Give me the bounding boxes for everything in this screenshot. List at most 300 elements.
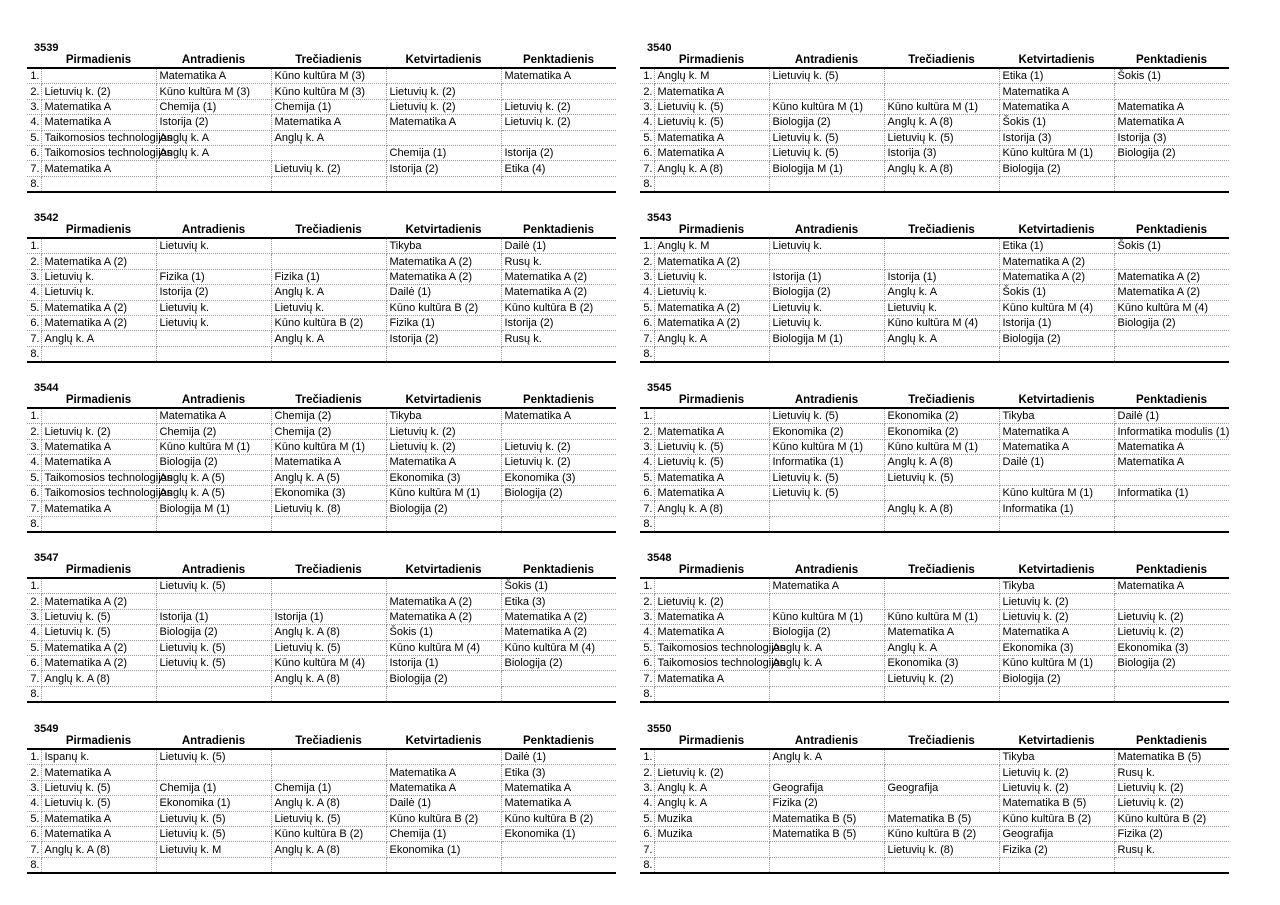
lesson-cell: Informatika modulis (1) xyxy=(1114,424,1229,439)
lesson-cell: Tikyba xyxy=(386,408,501,424)
lesson-number: 1. xyxy=(640,68,654,84)
lesson-cell: Ispanų k. xyxy=(41,749,156,765)
lesson-cell: Ekonomika (1) xyxy=(501,826,616,841)
table-row xyxy=(640,84,1229,99)
lesson-number: 8. xyxy=(27,686,41,702)
lesson-cell xyxy=(884,84,999,99)
lesson-number: 8. xyxy=(640,176,654,192)
lesson-cell: Kūno kultūra M (3) xyxy=(156,84,271,99)
lesson-cell: Matematika A xyxy=(501,780,616,795)
day-header: Pirmadienis xyxy=(41,53,156,68)
lesson-cell: Matematika A xyxy=(654,424,769,439)
lesson-cell: Matematika A (2) xyxy=(1114,269,1229,284)
lesson-cell: Anglų k. M xyxy=(654,68,769,84)
lesson-cell: Anglų k. A (8) xyxy=(654,501,769,516)
schedule-table xyxy=(640,734,1229,874)
lesson-number: 6. xyxy=(27,826,41,841)
lesson-cell: Fizika (1) xyxy=(271,269,386,284)
lesson-cell: Kūno kultūra B (2) xyxy=(1114,811,1229,826)
lesson-cell: Biologija (2) xyxy=(999,161,1114,176)
lesson-cell: Lietuvių k. xyxy=(156,300,271,315)
lesson-cell: Istorija (1) xyxy=(999,315,1114,330)
lesson-cell xyxy=(1114,686,1229,702)
table-row xyxy=(27,315,616,330)
lesson-number: 4. xyxy=(640,796,654,811)
lesson-cell: Anglų k. A xyxy=(654,780,769,795)
lesson-number: 6. xyxy=(27,485,41,500)
lesson-number: 7. xyxy=(27,161,41,176)
lesson-cell: Tikyba xyxy=(386,238,501,254)
lesson-cell: Lietuvių k. xyxy=(769,315,884,330)
lesson-cell: Anglų k. A xyxy=(41,331,156,346)
lesson-cell: Tikyba xyxy=(999,578,1114,594)
lesson-number: 5. xyxy=(27,811,41,826)
lesson-cell xyxy=(501,671,616,686)
lesson-cell: Chemija (2) xyxy=(156,424,271,439)
table-row xyxy=(640,609,1229,624)
lesson-cell xyxy=(501,842,616,857)
day-header: Trečiadienis xyxy=(271,563,386,578)
lesson-number: 4. xyxy=(27,455,41,470)
lesson-cell: Rusų k. xyxy=(501,254,616,269)
lesson-cell xyxy=(769,84,884,99)
lesson-cell: Kūno kultūra M (1) xyxy=(769,609,884,624)
lesson-cell: Lietuvių k. xyxy=(769,238,884,254)
table-row xyxy=(27,655,616,670)
lesson-cell: Matematika A xyxy=(654,485,769,500)
table-row xyxy=(27,84,616,99)
lesson-cell: Kūno kultūra M (1) xyxy=(884,609,999,624)
lesson-cell xyxy=(769,765,884,780)
table-row xyxy=(27,176,616,192)
lesson-cell: Matematika A xyxy=(386,455,501,470)
lesson-cell: Matematika A xyxy=(999,625,1114,640)
lesson-number-header xyxy=(27,393,41,408)
lesson-cell: Lietuvių k. (2) xyxy=(654,765,769,780)
lesson-cell xyxy=(271,578,386,594)
lesson-number: 4. xyxy=(27,796,41,811)
table-row xyxy=(640,269,1229,284)
table-row xyxy=(640,254,1229,269)
lesson-cell: Dailė (1) xyxy=(501,238,616,254)
lesson-cell: Lietuvių k. (2) xyxy=(386,424,501,439)
lesson-number: 5. xyxy=(640,640,654,655)
lesson-cell: Geografija xyxy=(884,780,999,795)
lesson-cell: Matematika A xyxy=(501,796,616,811)
table-row xyxy=(27,594,616,609)
lesson-cell: Anglų k. A xyxy=(654,796,769,811)
schedule-table xyxy=(640,393,1229,533)
lesson-cell xyxy=(884,485,999,500)
lesson-cell xyxy=(1114,84,1229,99)
lesson-number: 6. xyxy=(640,485,654,500)
lesson-cell: Etika (3) xyxy=(501,765,616,780)
lesson-cell xyxy=(41,408,156,424)
day-header: Penktadienis xyxy=(1114,734,1229,749)
lesson-cell: Tikyba xyxy=(999,749,1114,765)
lesson-number: 1. xyxy=(640,749,654,765)
table-row xyxy=(640,686,1229,702)
lesson-number: 2. xyxy=(640,424,654,439)
lesson-cell: Lietuvių k. (2) xyxy=(501,115,616,130)
day-header: Penktadienis xyxy=(1114,53,1229,68)
lesson-cell xyxy=(271,749,386,765)
lesson-cell: Ekonomika (3) xyxy=(386,470,501,485)
lesson-cell: Kūno kultūra B (2) xyxy=(386,300,501,315)
day-header: Ketvirtadienis xyxy=(999,393,1114,408)
lesson-cell xyxy=(1114,161,1229,176)
day-header: Penktadienis xyxy=(1114,563,1229,578)
schedule-table xyxy=(640,53,1229,193)
lesson-cell: Fizika (2) xyxy=(1114,826,1229,841)
lesson-cell xyxy=(271,346,386,362)
lesson-cell: Matematika A (2) xyxy=(501,285,616,300)
lesson-number: 3. xyxy=(640,269,654,284)
lesson-cell: Lietuvių k. xyxy=(271,300,386,315)
lesson-cell xyxy=(654,578,769,594)
lesson-cell: Matematika A (2) xyxy=(41,594,156,609)
lesson-cell: Dailė (1) xyxy=(386,285,501,300)
lesson-cell xyxy=(386,130,501,145)
table-row xyxy=(640,439,1229,454)
lesson-number: 1. xyxy=(640,578,654,594)
lesson-cell: Lietuvių k. (2) xyxy=(501,99,616,114)
lesson-number: 1. xyxy=(27,578,41,594)
lesson-cell: Anglų k. A xyxy=(884,331,999,346)
lesson-cell xyxy=(501,130,616,145)
schedule-table xyxy=(27,734,616,874)
lesson-number: 6. xyxy=(640,826,654,841)
lesson-cell xyxy=(769,686,884,702)
class-timetable xyxy=(640,382,1230,533)
day-header: Trečiadienis xyxy=(271,393,386,408)
lesson-cell: Dailė (1) xyxy=(501,749,616,765)
lesson-cell xyxy=(156,857,271,873)
lesson-number: 2. xyxy=(27,254,41,269)
lesson-cell: Matematika A xyxy=(1114,99,1229,114)
lesson-cell: Chemija (1) xyxy=(156,780,271,795)
lesson-cell: Biologija (2) xyxy=(769,285,884,300)
lesson-cell xyxy=(386,578,501,594)
day-header: Pirmadienis xyxy=(41,563,156,578)
day-header: Trečiadienis xyxy=(271,734,386,749)
lesson-cell: Lietuvių k. (5) xyxy=(769,145,884,160)
table-row xyxy=(27,408,616,424)
lesson-cell: Kūno kultūra M (1) xyxy=(156,439,271,454)
lesson-cell: Taikomosios technologijos xyxy=(41,485,156,500)
lesson-cell: Matematika A (2) xyxy=(999,269,1114,284)
class-timetable xyxy=(640,42,1220,193)
lesson-number: 3. xyxy=(27,99,41,114)
lesson-cell: Kūno kultūra B (2) xyxy=(501,300,616,315)
lesson-number: 3. xyxy=(27,269,41,284)
lesson-cell: Anglų k. A xyxy=(884,640,999,655)
lesson-cell: Matematika B (5) xyxy=(1114,749,1229,765)
day-header: Antradienis xyxy=(769,734,884,749)
lesson-cell: Anglų k. A xyxy=(884,285,999,300)
table-row xyxy=(27,501,616,516)
lesson-cell: Matematika A xyxy=(271,455,386,470)
lesson-cell xyxy=(999,346,1114,362)
lesson-cell: Istorija (1) xyxy=(386,655,501,670)
table-row xyxy=(27,68,616,84)
lesson-cell: Anglų k. A (8) xyxy=(41,842,156,857)
lesson-cell: Anglų k. A xyxy=(654,331,769,346)
lesson-cell: Lietuvių k. (5) xyxy=(271,811,386,826)
table-row xyxy=(27,470,616,485)
lesson-cell: Matematika A (2) xyxy=(41,640,156,655)
header-row xyxy=(640,563,1229,578)
lesson-cell: Lietuvių k. (5) xyxy=(156,826,271,841)
lesson-cell xyxy=(156,346,271,362)
day-header: Pirmadienis xyxy=(654,393,769,408)
lesson-cell: Anglų k. A (5) xyxy=(271,470,386,485)
lesson-number: 6. xyxy=(27,315,41,330)
lesson-cell: Kūno kultūra M (4) xyxy=(386,640,501,655)
lesson-cell: Biologija (2) xyxy=(386,671,501,686)
lesson-cell: Lietuvių k. (5) xyxy=(41,609,156,624)
lesson-cell xyxy=(386,686,501,702)
lesson-cell: Lietuvių k. (2) xyxy=(41,84,156,99)
lesson-cell xyxy=(999,857,1114,873)
lesson-cell: Matematika A xyxy=(41,826,156,841)
lesson-cell: Anglų k. A (8) xyxy=(271,796,386,811)
class-timetable xyxy=(640,723,1220,874)
lesson-cell: Lietuvių k. (2) xyxy=(501,439,616,454)
lesson-cell: Lietuvių k. xyxy=(654,285,769,300)
lesson-cell: Matematika A (2) xyxy=(386,594,501,609)
lesson-number: 8. xyxy=(27,176,41,192)
lesson-cell: Informatika (1) xyxy=(769,455,884,470)
lesson-cell xyxy=(501,686,616,702)
lesson-cell xyxy=(884,254,999,269)
lesson-cell xyxy=(41,346,156,362)
lesson-cell xyxy=(1114,346,1229,362)
table-row xyxy=(27,161,616,176)
lesson-cell: Fizika (1) xyxy=(386,315,501,330)
day-header: Penktadienis xyxy=(501,223,616,238)
lesson-cell xyxy=(654,516,769,532)
lesson-cell: Matematika A (2) xyxy=(386,254,501,269)
lesson-cell: Lietuvių k. xyxy=(654,269,769,284)
lesson-cell: Matematika A (2) xyxy=(41,300,156,315)
lesson-cell: Lietuvių k. xyxy=(41,269,156,284)
lesson-cell: Fizika (2) xyxy=(999,842,1114,857)
table-row xyxy=(640,145,1229,160)
day-header: Antradienis xyxy=(769,563,884,578)
day-header: Penktadienis xyxy=(501,53,616,68)
lesson-cell xyxy=(654,686,769,702)
lesson-cell xyxy=(501,516,616,532)
lesson-cell: Kūno kultūra M (1) xyxy=(884,99,999,114)
lesson-cell: Anglų k. M xyxy=(654,238,769,254)
lesson-cell: Matematika A xyxy=(999,439,1114,454)
lesson-cell: Chemija (1) xyxy=(271,99,386,114)
header-row xyxy=(27,563,616,578)
lesson-number: 3. xyxy=(27,439,41,454)
table-row xyxy=(640,99,1229,114)
lesson-cell xyxy=(386,176,501,192)
lesson-cell xyxy=(654,842,769,857)
table-row xyxy=(27,826,616,841)
table-row xyxy=(27,331,616,346)
lesson-cell: Anglų k. A (8) xyxy=(654,161,769,176)
lesson-cell: Matematika A (2) xyxy=(501,625,616,640)
table-row xyxy=(27,796,616,811)
lesson-cell xyxy=(501,84,616,99)
table-row xyxy=(27,269,616,284)
lesson-cell: Ekonomika (1) xyxy=(156,796,271,811)
lesson-cell: Lietuvių k. xyxy=(41,285,156,300)
lesson-cell: Matematika A xyxy=(654,470,769,485)
lesson-cell: Lietuvių k. (8) xyxy=(271,501,386,516)
lesson-cell xyxy=(271,238,386,254)
lesson-number: 3. xyxy=(640,780,654,795)
lesson-cell xyxy=(654,749,769,765)
lesson-number: 7. xyxy=(640,331,654,346)
day-header: Ketvirtadienis xyxy=(999,734,1114,749)
class-id-title: 3539 xyxy=(34,42,59,54)
lesson-number: 8. xyxy=(640,686,654,702)
lesson-number: 4. xyxy=(27,115,41,130)
lesson-cell xyxy=(884,346,999,362)
lesson-cell: Taikomosios technologijos xyxy=(41,145,156,160)
schedule-table xyxy=(27,393,616,533)
lesson-number: 1. xyxy=(27,749,41,765)
lesson-cell: Kūno kultūra M (1) xyxy=(999,145,1114,160)
day-header: Pirmadienis xyxy=(654,53,769,68)
lesson-cell: Etika (1) xyxy=(999,68,1114,84)
lesson-cell: Matematika A xyxy=(654,671,769,686)
table-row xyxy=(640,640,1229,655)
lesson-cell: Ekonomika (3) xyxy=(999,640,1114,655)
class-id-title: 3550 xyxy=(647,723,672,735)
lesson-number: 8. xyxy=(640,516,654,532)
table-row xyxy=(640,796,1229,811)
lesson-cell xyxy=(41,516,156,532)
day-header: Antradienis xyxy=(156,53,271,68)
schedule-table xyxy=(27,53,616,193)
lesson-cell: Matematika A xyxy=(884,625,999,640)
class-timetable xyxy=(27,723,607,874)
lesson-number: 4. xyxy=(27,625,41,640)
lesson-cell: Kūno kultūra M (1) xyxy=(884,439,999,454)
lesson-cell: Biologija (2) xyxy=(769,625,884,640)
lesson-cell: Šokis (1) xyxy=(999,285,1114,300)
lesson-number: 3. xyxy=(27,609,41,624)
lesson-cell: Šokis (1) xyxy=(501,578,616,594)
lesson-cell: Matematika A xyxy=(41,99,156,114)
lesson-cell: Informatika (1) xyxy=(1114,485,1229,500)
lesson-cell: Matematika A xyxy=(386,765,501,780)
lesson-cell: Biologija (2) xyxy=(156,455,271,470)
lesson-cell: Lietuvių k. (2) xyxy=(386,439,501,454)
lesson-cell: Istorija (2) xyxy=(156,115,271,130)
lesson-cell xyxy=(769,501,884,516)
lesson-cell: Kūno kultūra B (2) xyxy=(386,811,501,826)
lesson-cell: Matematika A xyxy=(654,145,769,160)
lesson-cell xyxy=(769,254,884,269)
table-row xyxy=(27,857,616,873)
lesson-number: 6. xyxy=(27,145,41,160)
lesson-cell: Matematika A xyxy=(271,115,386,130)
day-header: Trečiadienis xyxy=(271,223,386,238)
lesson-cell: Lietuvių k. (2) xyxy=(654,594,769,609)
header-row xyxy=(27,734,616,749)
lesson-number: 5. xyxy=(27,640,41,655)
table-row xyxy=(27,424,616,439)
lesson-cell xyxy=(1114,501,1229,516)
lesson-cell xyxy=(1114,176,1229,192)
lesson-number-header xyxy=(640,563,654,578)
lesson-cell: Kūno kultūra M (3) xyxy=(271,84,386,99)
table-row xyxy=(27,765,616,780)
lesson-number: 4. xyxy=(640,455,654,470)
table-row xyxy=(27,842,616,857)
table-row xyxy=(640,424,1229,439)
class-id-title: 3543 xyxy=(647,212,672,224)
lesson-cell xyxy=(1114,470,1229,485)
lesson-cell xyxy=(884,516,999,532)
lesson-cell: Biologija M (1) xyxy=(769,161,884,176)
lesson-cell xyxy=(501,501,616,516)
lesson-number: 2. xyxy=(27,765,41,780)
lesson-cell: Biologija (2) xyxy=(386,501,501,516)
lesson-cell: Lietuvių k. (2) xyxy=(999,765,1114,780)
lesson-cell: Lietuvių k. (5) xyxy=(654,115,769,130)
lesson-cell xyxy=(41,68,156,84)
day-header: Penktadienis xyxy=(501,734,616,749)
lesson-cell: Lietuvių k. (2) xyxy=(1114,609,1229,624)
lesson-cell: Istorija (1) xyxy=(156,609,271,624)
lesson-cell: Kūno kultūra M (4) xyxy=(1114,300,1229,315)
table-row xyxy=(27,254,616,269)
lesson-cell: Lietuvių k. (5) xyxy=(884,130,999,145)
lesson-cell xyxy=(271,686,386,702)
lesson-cell xyxy=(769,176,884,192)
lesson-cell: Biologija (2) xyxy=(501,655,616,670)
lesson-number-header xyxy=(27,734,41,749)
lesson-cell: Biologija (2) xyxy=(999,671,1114,686)
lesson-cell: Chemija (1) xyxy=(271,780,386,795)
lesson-cell: Lietuvių k. (5) xyxy=(41,780,156,795)
day-header: Antradienis xyxy=(156,393,271,408)
day-header: Ketvirtadienis xyxy=(999,223,1114,238)
lesson-number: 2. xyxy=(27,424,41,439)
header-row xyxy=(27,223,616,238)
lesson-cell: Biologija (2) xyxy=(156,625,271,640)
lesson-number: 6. xyxy=(640,655,654,670)
day-header: Ketvirtadienis xyxy=(386,563,501,578)
lesson-number: 3. xyxy=(27,780,41,795)
lesson-cell: Matematika A xyxy=(386,115,501,130)
table-row xyxy=(640,485,1229,500)
lesson-cell xyxy=(884,857,999,873)
lesson-cell: Istorija (3) xyxy=(999,130,1114,145)
lesson-cell: Matematika A xyxy=(1114,439,1229,454)
lesson-cell xyxy=(156,161,271,176)
lesson-number-header xyxy=(640,223,654,238)
lesson-cell: Matematika A xyxy=(41,501,156,516)
lesson-cell: Lietuvių k. (5) xyxy=(769,408,884,424)
lesson-number: 7. xyxy=(640,501,654,516)
lesson-cell: Taikomosios technologijos xyxy=(654,640,769,655)
lesson-cell xyxy=(501,857,616,873)
lesson-cell xyxy=(999,516,1114,532)
day-header: Ketvirtadienis xyxy=(386,53,501,68)
lesson-number: 8. xyxy=(640,857,654,873)
lesson-cell: Tikyba xyxy=(999,408,1114,424)
